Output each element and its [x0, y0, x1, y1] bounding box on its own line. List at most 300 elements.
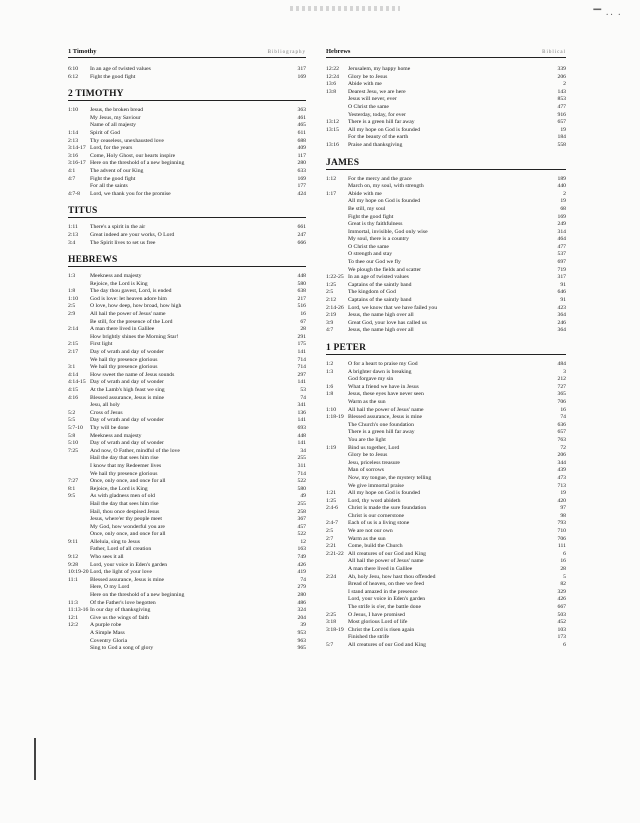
index-row — [68, 509, 306, 517]
hymn-title: O strength and stay — [348, 251, 393, 258]
hymn-number: 666 — [297, 239, 306, 246]
hymn-title: Day of wrath and day of wonder — [90, 379, 164, 386]
index-row — [326, 89, 566, 97]
hymn-number: 169 — [297, 175, 306, 182]
index-row — [326, 619, 566, 627]
index-row — [326, 134, 566, 142]
index-row — [68, 240, 306, 248]
hymn-title: Spirit of God — [90, 129, 121, 136]
scripture-reference: 1:11 — [68, 224, 78, 231]
hymn-title: Jesu, all holy — [90, 402, 120, 409]
scripture-reference: 5:7-10 — [68, 424, 83, 431]
hymn-title: All hail the power of Jesus' name — [348, 558, 424, 565]
right-column — [326, 42, 566, 650]
hymn-number: 74 — [300, 394, 306, 401]
index-row — [68, 326, 306, 334]
index-row — [68, 357, 306, 365]
scripture-reference: 12:24 — [326, 73, 339, 80]
hymn-number: 426 — [557, 596, 566, 603]
hymn-title: Name of all majesty — [90, 122, 136, 129]
scan-artifact-top — [290, 6, 400, 11]
hymn-title: Great indeed are your works, O Lord — [90, 231, 175, 238]
hymn-title: Jerusalem, my happy home — [348, 66, 411, 72]
index-row — [326, 391, 566, 399]
index-row — [68, 168, 306, 176]
hymn-title: Jesu, priceless treasure — [348, 459, 400, 466]
scripture-reference: 1:3 — [326, 368, 334, 375]
hymn-number: 136 — [297, 409, 306, 416]
scripture-reference: 8:1 — [68, 485, 76, 492]
hymn-number: 72 — [560, 444, 566, 451]
scripture-reference: 13:6 — [326, 81, 337, 88]
index-row — [326, 198, 566, 206]
hymn-title: Lord, we know that we have failed you — [348, 304, 438, 311]
index-row — [68, 592, 306, 600]
scripture-reference: 2:4-7 — [326, 520, 339, 527]
scripture-reference: 2:4-6 — [326, 505, 339, 512]
hymn-title: Lord, your voice in Eden's garden — [90, 561, 168, 568]
scripture-reference: 4:16 — [68, 394, 79, 401]
hymn-number: 279 — [297, 584, 306, 591]
index-row — [68, 554, 306, 562]
hymn-title: The advent of our King — [90, 167, 144, 174]
hymn-title: My Jesus, my Saviour — [90, 114, 141, 121]
hymn-title: The strife is o'er, the battle done — [348, 604, 421, 610]
hymn-title: A man there lived in Galilee — [90, 326, 155, 333]
hymn-title: Jesus, the name high over all — [348, 312, 414, 319]
hymn-number: 580 — [297, 280, 306, 287]
scan-artifact-corner: ▔ ·· · — [593, 10, 622, 21]
index-row — [326, 634, 566, 642]
hymn-title: There is a green hill far away — [348, 119, 415, 126]
hymn-number: 212 — [557, 376, 566, 383]
book-section — [68, 81, 306, 198]
index-row — [68, 334, 306, 342]
hymn-title: Give us the wings of faith — [90, 614, 149, 621]
index-row — [326, 543, 566, 551]
hymn-number: 440 — [557, 183, 566, 190]
hymn-number: 713 — [557, 482, 566, 489]
book-title: HEBREWS — [68, 255, 118, 266]
hymn-title: There is a green hill far away — [348, 429, 415, 436]
book-section — [68, 198, 306, 247]
scripture-reference: 2:12 — [326, 297, 337, 304]
hymn-title: All my hope on God is founded — [348, 198, 421, 205]
scripture-reference: 4:14 — [68, 371, 79, 378]
hymn-number: 714 — [297, 364, 306, 371]
hymn-number: 217 — [297, 295, 306, 302]
hymn-title: I stand amazed in the presence — [348, 588, 418, 595]
hymn-number: 452 — [557, 619, 566, 626]
index-row — [68, 516, 306, 524]
scripture-reference: 11:1 — [68, 576, 78, 583]
hymn-title: Captains of the saintly band — [348, 281, 412, 288]
index-row — [326, 483, 566, 491]
scripture-reference: 12:1 — [68, 614, 79, 621]
index-row — [326, 66, 566, 74]
hymn-number: 91 — [560, 297, 566, 304]
hymn-title: Finished the strife — [348, 634, 390, 641]
hymn-number: 12 — [300, 538, 306, 545]
hymn-number: 461 — [297, 114, 306, 121]
index-row — [68, 463, 306, 471]
hymn-title: Fight the good fight — [348, 213, 394, 220]
index-row — [68, 630, 306, 638]
scripture-reference: 13:15 — [326, 126, 339, 133]
scripture-reference: 3:18-19 — [326, 626, 344, 633]
hymn-number: 189 — [557, 175, 566, 182]
hymn-number: 661 — [297, 224, 306, 231]
hymn-title: Christ is made the sure foundation — [348, 505, 427, 512]
hymn-title: In an age of twisted values — [348, 274, 409, 281]
hymn-title: Cross of Jesus — [90, 409, 123, 416]
index-row — [326, 183, 566, 191]
hymn-number: 558 — [557, 141, 566, 148]
scripture-reference: 10:19-20 — [68, 569, 89, 576]
index-row — [68, 296, 306, 304]
hymn-number: 363 — [297, 107, 306, 114]
hymn-number: 473 — [557, 474, 566, 481]
hymn-number: 206 — [557, 73, 566, 80]
index-row — [68, 417, 306, 425]
hymn-number: 258 — [297, 508, 306, 515]
hymn-number: 329 — [557, 588, 566, 595]
book-section — [326, 150, 566, 335]
hymn-number: 341 — [297, 402, 306, 409]
scripture-reference: 4:14-15 — [68, 379, 86, 386]
hymn-number: 246 — [557, 319, 566, 326]
hymn-number: 697 — [557, 259, 566, 266]
scripture-reference: 3:9 — [326, 319, 334, 326]
hymn-title: Lord, thy word abideth — [348, 497, 401, 504]
index-row — [326, 528, 566, 536]
index-row — [326, 520, 566, 528]
hymn-number: 636 — [557, 421, 566, 428]
index-row — [68, 232, 306, 240]
hymn-number: 16 — [300, 311, 306, 318]
hymn-number: 97 — [560, 505, 566, 512]
book-heading — [68, 204, 306, 218]
hymn-title: To thee our God we fly — [348, 259, 401, 266]
hymn-title: Each of us is a living stone — [348, 520, 410, 527]
hymn-number: 317 — [557, 274, 566, 281]
hymn-number: 364 — [557, 312, 566, 319]
index-row — [68, 122, 306, 130]
scripture-reference: 4:7 — [68, 175, 76, 182]
index-row — [326, 176, 566, 184]
index-row — [68, 615, 306, 623]
hymn-title: Come, build the Church — [348, 543, 403, 550]
hymn-number: 714 — [297, 470, 306, 477]
hymn-title: Once, only once, and once for all — [90, 478, 166, 485]
hymn-number: 19 — [560, 126, 566, 133]
index-row — [68, 191, 306, 199]
hymn-number: 522 — [297, 531, 306, 538]
scripture-reference: 13:16 — [326, 141, 339, 148]
book-title: 2 TIMOTHY — [68, 89, 124, 100]
hymn-number: 324 — [297, 607, 306, 614]
hymn-title: Come, Holy Ghost, our hearts inspire — [90, 152, 176, 159]
hymn-number: 39 — [300, 622, 306, 629]
hymn-number: 693 — [297, 424, 306, 431]
scripture-reference: 4:1 — [68, 167, 76, 174]
hymn-number: 419 — [297, 569, 306, 576]
hymn-title: Meekness and majesty — [90, 273, 142, 280]
hymn-number: 477 — [557, 103, 566, 110]
scripture-reference: 7:25 — [68, 447, 79, 454]
hymn-number: 249 — [557, 221, 566, 228]
hymn-title: We give immortal praise — [348, 482, 404, 489]
hymn-title: Alleluia, sing to Jesus — [90, 538, 140, 545]
hymn-title: Once, only once, and once for all — [90, 531, 166, 538]
hymn-number: 344 — [557, 459, 566, 466]
scripture-reference: 2:25 — [326, 611, 337, 618]
scripture-reference: 6:10 — [68, 66, 79, 72]
hymn-number: 719 — [557, 266, 566, 273]
hymn-number: 2 — [563, 81, 566, 88]
hymn-title: The day thou gavest, Lord, is ended — [90, 288, 172, 295]
hymn-title: A brighter dawn is breaking — [348, 368, 412, 375]
scripture-reference: 1:14 — [68, 129, 79, 136]
index-row — [68, 224, 306, 232]
hymn-number: 409 — [297, 145, 306, 152]
hymn-number: 91 — [560, 281, 566, 288]
hymn-number: 611 — [297, 129, 306, 136]
scripture-reference: 4:7-8 — [68, 190, 81, 197]
hymn-number: 448 — [297, 273, 306, 280]
scripture-reference: 1:25 — [326, 281, 337, 288]
index-row — [326, 221, 566, 229]
index-row — [68, 577, 306, 585]
hymn-title: We hail thy presence glorious — [90, 364, 158, 371]
index-row — [326, 581, 566, 589]
hymn-number: 657 — [557, 119, 566, 126]
hymn-number: 727 — [557, 383, 566, 390]
hymn-title: Of the Father's love begotten — [90, 599, 156, 606]
hymn-title: Hail, thou once despised Jesus — [90, 508, 160, 515]
hymn-title: O Christ the same — [348, 243, 389, 250]
hymn-number: 953 — [297, 630, 306, 636]
scripture-reference: 1:8 — [68, 288, 76, 295]
hymn-number: 184 — [557, 134, 566, 141]
running-header — [326, 42, 566, 58]
running-header-mark: Bibliography — [267, 50, 306, 55]
scripture-reference: 3:1 — [68, 364, 76, 371]
hymn-number: 68 — [560, 205, 566, 212]
hymn-number: 19 — [560, 490, 566, 497]
index-row — [68, 584, 306, 592]
hymn-number: 6 — [563, 641, 566, 648]
hymn-number: 965 — [297, 645, 306, 652]
index-row — [326, 361, 566, 369]
hymn-number: 141 — [297, 379, 306, 386]
hymn-number: 486 — [297, 599, 306, 606]
scripture-reference: 2:9 — [68, 311, 76, 318]
scripture-reference: 2:5 — [326, 289, 334, 296]
index-row — [68, 440, 306, 448]
hymn-title: Dearest Jesu, we are here — [348, 88, 406, 95]
hymn-number: 247 — [297, 231, 306, 238]
hymn-title: My soul, there is a country — [348, 236, 409, 243]
hymn-number: 280 — [297, 160, 306, 167]
hymn-title: Most glorious Lord of life — [348, 619, 408, 626]
index-row — [326, 376, 566, 384]
hymn-title: Thy ceaseless, unexhausted love — [90, 137, 164, 144]
hymn-number: 255 — [297, 455, 306, 462]
hymn-number: 163 — [297, 546, 306, 553]
index-row — [326, 536, 566, 544]
hymn-title: All creatures of our God and King — [348, 641, 427, 648]
index-row — [326, 558, 566, 566]
book-section — [68, 66, 306, 81]
hymn-title: Thy will be done — [90, 424, 129, 431]
index-row — [326, 251, 566, 259]
hymn-title: God forgave my sin — [348, 376, 394, 383]
hymn-title: For all the saints — [90, 183, 128, 190]
hymn-number: 580 — [297, 485, 306, 492]
index-row — [326, 384, 566, 392]
index-row — [326, 259, 566, 267]
scripture-reference: 3:14-17 — [68, 145, 86, 152]
scripture-reference: 5:8 — [68, 432, 76, 439]
hymn-title: Man of sorrows — [348, 467, 385, 474]
hymn-title: All hail the power of Jesus' name — [348, 406, 424, 413]
hymn-title: Hail the day that sees him rise — [90, 455, 159, 462]
running-header-title: Hebrews — [326, 48, 351, 55]
scripture-reference: 5:5 — [68, 417, 76, 424]
scripture-reference: 3:18 — [326, 619, 337, 626]
hymn-title: Day of wrath and day of wonder — [90, 440, 164, 447]
index-row — [68, 455, 306, 463]
hymn-number: 423 — [557, 304, 566, 311]
hymn-number: 339 — [557, 66, 566, 72]
index-row — [68, 107, 306, 115]
hymn-title: Hail the day that sees him rise — [90, 500, 159, 507]
hymn-title: What a friend we have in Jesus — [348, 383, 419, 390]
index-row — [68, 546, 306, 554]
hymn-title: Captains of the saintly band — [348, 297, 412, 304]
scripture-reference: 1:19 — [326, 444, 337, 451]
hymn-number: 74 — [300, 576, 306, 583]
index-row — [68, 425, 306, 433]
hymn-title: Jesus, the name high over all — [348, 327, 414, 334]
index-row — [68, 364, 306, 372]
hymn-number: 503 — [557, 611, 566, 618]
hymn-title: Glory be to Jesus — [348, 73, 388, 80]
index-row — [68, 160, 306, 168]
scripture-reference: 3:16 — [68, 152, 79, 159]
hymn-title: We hail thy presence glorious — [90, 470, 158, 477]
scripture-reference: 3:4 — [68, 239, 76, 246]
hymn-title: We plough the fields and scatter — [348, 266, 421, 273]
hymn-title: Christ the Lord is risen again — [348, 626, 415, 633]
scripture-reference: 2:14 — [68, 326, 79, 333]
hymn-number: 457 — [297, 523, 306, 530]
hymn-number: 16 — [560, 406, 566, 413]
index-row — [68, 501, 306, 509]
index-row — [326, 312, 566, 320]
hymn-number: 646 — [557, 289, 566, 296]
scripture-reference: 1:10 — [68, 107, 79, 114]
hymn-title: Fight the good fight — [90, 73, 136, 80]
index-row — [68, 303, 306, 311]
index-row — [326, 81, 566, 89]
index-row — [326, 96, 566, 104]
hymn-number: 297 — [297, 371, 306, 378]
scripture-reference: 9:5 — [68, 493, 76, 500]
index-row — [326, 244, 566, 252]
hymn-title: Fight the good fight — [90, 175, 136, 182]
scripture-reference: 1:8 — [326, 391, 334, 398]
book-heading — [326, 341, 566, 355]
index-row — [326, 642, 566, 650]
hymn-title: Jesus, these eyes have never seen — [348, 391, 424, 398]
hymn-number: 117 — [297, 152, 306, 159]
hymn-title: Great is thy faithfulness — [348, 221, 403, 228]
hymn-number: 143 — [557, 88, 566, 95]
scripture-reference: 13:12 — [326, 119, 339, 126]
hymn-number: 175 — [297, 341, 306, 348]
hymn-number: 280 — [297, 592, 306, 599]
index-row — [326, 236, 566, 244]
running-header-title: 1 Timothy — [68, 48, 97, 55]
index-row — [326, 437, 566, 445]
hymn-title: Jesus will never, ever — [348, 96, 397, 103]
hymn-title: Coventry Gloria — [90, 637, 128, 644]
index-row — [68, 66, 306, 74]
hymn-number: 141 — [297, 440, 306, 447]
index-row — [326, 452, 566, 460]
hymn-title: O Christ the same — [348, 103, 389, 110]
index-row — [326, 229, 566, 237]
hymn-title: O love, how deep, how broad, how high — [90, 303, 182, 310]
hymn-title: Rejoice, the Lord is King — [90, 485, 148, 492]
index-row — [326, 289, 566, 297]
scripture-reference: 7:27 — [68, 478, 79, 485]
index-row — [326, 74, 566, 82]
hymn-title: Bread of heaven, on thee we feed — [348, 581, 424, 588]
hymn-title: Here on the threshold of a new beginning — [90, 592, 185, 599]
hymn-title: At the Lamb's high feast we sing — [90, 387, 165, 393]
hymn-title: We are not our own — [348, 528, 393, 535]
hymn-number: 28 — [300, 326, 306, 333]
index-row — [68, 395, 306, 403]
scripture-reference: 1:2 — [326, 361, 334, 367]
index-row — [326, 297, 566, 305]
hymn-title: You are the light — [348, 436, 386, 443]
hymn-number: 5 — [563, 573, 566, 580]
scripture-reference: 12:22 — [326, 66, 339, 72]
hymn-title: Great God, your love has called us — [348, 319, 427, 326]
hymn-number: 420 — [557, 497, 566, 504]
hymn-title: Abide with me — [348, 190, 382, 197]
hymn-number: 314 — [557, 228, 566, 235]
hymn-title: All my hope on God is founded — [348, 490, 421, 497]
index-row — [326, 274, 566, 282]
hymn-number: 28 — [560, 566, 566, 573]
index-row — [68, 607, 306, 615]
hymn-number: 6 — [563, 550, 566, 557]
hymn-title: Abide with me — [348, 81, 382, 88]
hymn-number: 516 — [297, 303, 306, 310]
hymn-title: Blessed assurance, Jesus is mine — [90, 576, 165, 583]
book-heading — [68, 253, 306, 267]
hymn-number: 464 — [557, 236, 566, 243]
hymn-title: The kingdom of God — [348, 289, 396, 296]
index-row — [326, 214, 566, 222]
scripture-reference: 1:25 — [326, 497, 337, 504]
hymn-title: The Spirit lives to set us free — [90, 239, 156, 246]
